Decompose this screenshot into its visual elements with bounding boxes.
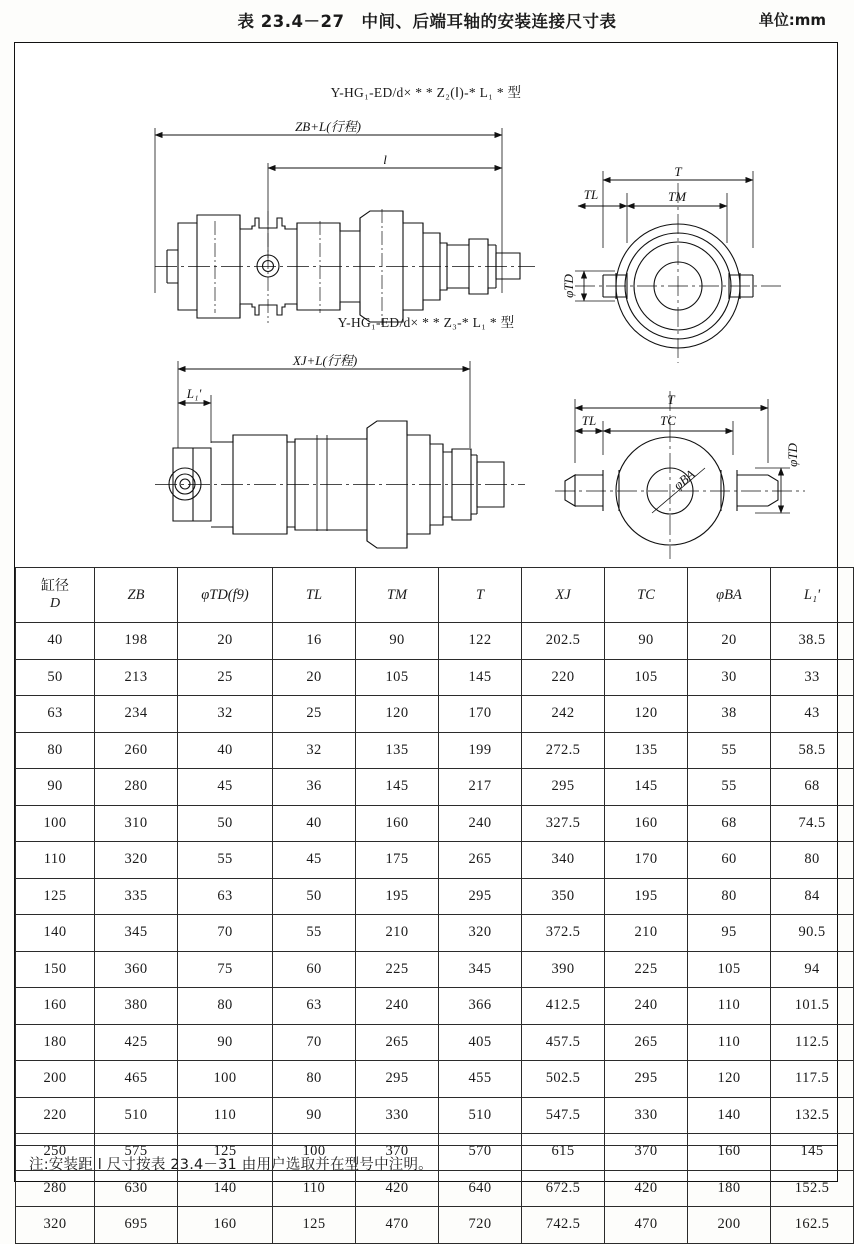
table-cell-t: 217 <box>439 769 522 806</box>
table-cell-xj: 220 <box>522 659 605 696</box>
table-cell-tm: 240 <box>356 988 439 1025</box>
table-cell-tc: 420 <box>605 1170 688 1207</box>
table-cell-td: 160 <box>178 1207 273 1244</box>
table-row <box>16 951 854 988</box>
table-cell-tc: 145 <box>605 769 688 806</box>
table-cell-zb: 695 <box>95 1207 178 1244</box>
table-cell-tm: 105 <box>356 659 439 696</box>
table-cell-td: 125 <box>178 1134 273 1171</box>
table-cell-tm: 135 <box>356 732 439 769</box>
table-cell-tl: 20 <box>273 659 356 696</box>
table-cell-bore: 150 <box>16 951 95 988</box>
table-cell-td: 40 <box>178 732 273 769</box>
unit-label: 单位:mm <box>758 11 826 29</box>
table-cell-xj: 547.5 <box>522 1097 605 1134</box>
column-header-tm: TM <box>356 568 439 623</box>
table-cell-td: 45 <box>178 769 273 806</box>
table-cell-bore: 180 <box>16 1024 95 1061</box>
table-cell-tl: 32 <box>273 732 356 769</box>
table-cell-bore: 140 <box>16 915 95 952</box>
dim-label-ba: φBA <box>670 466 698 493</box>
table-cell-t: 122 <box>439 623 522 660</box>
table-row <box>16 805 854 842</box>
table-cell-ba: 60 <box>688 842 771 879</box>
table-cell-l1: 38.5 <box>771 623 854 660</box>
table-cell-zb: 213 <box>95 659 178 696</box>
table-cell-l1: 94 <box>771 951 854 988</box>
table-cell-l1: 43 <box>771 696 854 733</box>
table-row <box>16 696 854 733</box>
table-cell-ba: 30 <box>688 659 771 696</box>
table-cell-t: 570 <box>439 1134 522 1171</box>
table-cell-td: 75 <box>178 951 273 988</box>
table-cell-t: 145 <box>439 659 522 696</box>
table-row <box>16 659 854 696</box>
table-cell-bore: 63 <box>16 696 95 733</box>
table-cell-tl: 25 <box>273 696 356 733</box>
table-cell-tl: 36 <box>273 769 356 806</box>
table-header-row <box>16 568 854 623</box>
table-cell-l1: 152.5 <box>771 1170 854 1207</box>
dim-label-tl-2: TL <box>581 413 597 428</box>
table-cell-tl: 16 <box>273 623 356 660</box>
table-cell-ba: 38 <box>688 696 771 733</box>
dim-label-tc: TC <box>660 413 676 428</box>
table-cell-td: 25 <box>178 659 273 696</box>
table-cell-ba: 68 <box>688 805 771 842</box>
table-cell-t: 295 <box>439 878 522 915</box>
table-cell-ba: 95 <box>688 915 771 952</box>
table-cell-tc: 265 <box>605 1024 688 1061</box>
table-row <box>16 915 854 952</box>
table-cell-t: 170 <box>439 696 522 733</box>
table-cell-ba: 110 <box>688 988 771 1025</box>
table-cell-td: 80 <box>178 988 273 1025</box>
table-cell-bore: 40 <box>16 623 95 660</box>
column-header-tl: TL <box>273 568 356 623</box>
table-cell-t: 640 <box>439 1170 522 1207</box>
table-cell-tl: 63 <box>273 988 356 1025</box>
table-cell-td: 63 <box>178 878 273 915</box>
dim-label-l1-prime: L₁' <box>186 386 202 401</box>
table-cell-tm: 420 <box>356 1170 439 1207</box>
table-cell-tl: 55 <box>273 915 356 952</box>
table-cell-tm: 265 <box>356 1024 439 1061</box>
table-cell-t: 265 <box>439 842 522 879</box>
table-cell-xj: 202.5 <box>522 623 605 660</box>
table-cell-td: 70 <box>178 915 273 952</box>
table-cell-zb: 510 <box>95 1097 178 1134</box>
table-cell-tc: 170 <box>605 842 688 879</box>
table-cell-tc: 370 <box>605 1134 688 1171</box>
table-cell-tl: 110 <box>273 1170 356 1207</box>
table-cell-xj: 615 <box>522 1134 605 1171</box>
column-header-bore-sym: D <box>49 596 61 611</box>
table-cell-ba: 200 <box>688 1207 771 1244</box>
table-cell-tm: 295 <box>356 1061 439 1098</box>
footnote <box>15 1145 837 1181</box>
table-cell-xj: 242 <box>522 696 605 733</box>
table-row <box>16 878 854 915</box>
assembly-drawings-svg <box>15 43 837 567</box>
table-cell-tc: 225 <box>605 951 688 988</box>
table-cell-tc: 330 <box>605 1097 688 1134</box>
table-cell-l1: 117.5 <box>771 1061 854 1098</box>
table-cell-tm: 470 <box>356 1207 439 1244</box>
table-cell-td: 140 <box>178 1170 273 1207</box>
table-cell-tl: 80 <box>273 1061 356 1098</box>
table-cell-zb: 380 <box>95 988 178 1025</box>
table-row <box>16 1024 854 1061</box>
column-header-td: φTD(f9) <box>178 568 273 623</box>
table-cell-l1: 74.5 <box>771 805 854 842</box>
table-cell-ba: 55 <box>688 732 771 769</box>
table-row <box>16 1097 854 1134</box>
table-cell-tc: 470 <box>605 1207 688 1244</box>
table-cell-tc: 210 <box>605 915 688 952</box>
table-row <box>16 732 854 769</box>
table-cell-t: 405 <box>439 1024 522 1061</box>
table-cell-tm: 160 <box>356 805 439 842</box>
table-cell-tl: 70 <box>273 1024 356 1061</box>
table-row <box>16 769 854 806</box>
table-cell-ba: 20 <box>688 623 771 660</box>
table-cell-xj: 672.5 <box>522 1170 605 1207</box>
table-cell-tl: 100 <box>273 1134 356 1171</box>
table-cell-tm: 210 <box>356 915 439 952</box>
column-header-xj: XJ <box>522 568 605 623</box>
table-cell-zb: 310 <box>95 805 178 842</box>
table-cell-td: 90 <box>178 1024 273 1061</box>
table-cell-zb: 280 <box>95 769 178 806</box>
table-cell-xj: 272.5 <box>522 732 605 769</box>
table-cell-tl: 45 <box>273 842 356 879</box>
table-cell-zb: 345 <box>95 915 178 952</box>
table-row <box>16 988 854 1025</box>
model-designation-1: Y-HG₁-ED/d× * * Z₂(Ⅰ)-* L₁ * 型 <box>330 85 522 100</box>
column-header-tc: TC <box>605 568 688 623</box>
table-cell-bore: 280 <box>16 1170 95 1207</box>
table-cell-bore: 160 <box>16 988 95 1025</box>
table-cell-td: 50 <box>178 805 273 842</box>
table-cell-tc: 160 <box>605 805 688 842</box>
table-cell-bore: 110 <box>16 842 95 879</box>
table-cell-tm: 145 <box>356 769 439 806</box>
table-cell-xj: 340 <box>522 842 605 879</box>
dim-label-zb-l: ZB+L(行程) <box>295 119 361 134</box>
table-cell-zb: 575 <box>95 1134 178 1171</box>
table-cell-xj: 457.5 <box>522 1024 605 1061</box>
page-title: 表 23.4－27 中间、后端耳轴的安装连接尺寸表 <box>237 12 617 31</box>
table-cell-zb: 198 <box>95 623 178 660</box>
dimension-table <box>15 567 854 1244</box>
table-cell-tc: 135 <box>605 732 688 769</box>
table-cell-bore: 50 <box>16 659 95 696</box>
table-cell-tc: 90 <box>605 623 688 660</box>
table-cell-xj: 742.5 <box>522 1207 605 1244</box>
table-cell-l1: 68 <box>771 769 854 806</box>
table-cell-tc: 195 <box>605 878 688 915</box>
dim-label-xj-l: XJ+L(行程) <box>292 353 358 368</box>
title-bar <box>0 8 854 38</box>
table-cell-tl: 50 <box>273 878 356 915</box>
table-cell-bore: 220 <box>16 1097 95 1134</box>
table-cell-t: 510 <box>439 1097 522 1134</box>
table-cell-ba: 80 <box>688 878 771 915</box>
table-cell-td: 100 <box>178 1061 273 1098</box>
table-cell-bore: 80 <box>16 732 95 769</box>
table-cell-bore: 90 <box>16 769 95 806</box>
dim-label-l: l <box>383 152 387 167</box>
table-cell-l1: 145 <box>771 1134 854 1171</box>
table-cell-zb: 425 <box>95 1024 178 1061</box>
dim-label-td-1: φTD <box>561 274 576 298</box>
table-cell-xj: 372.5 <box>522 915 605 952</box>
table-cell-t: 455 <box>439 1061 522 1098</box>
table-cell-tm: 370 <box>356 1134 439 1171</box>
table-cell-zb: 335 <box>95 878 178 915</box>
table-cell-ba: 140 <box>688 1097 771 1134</box>
table-cell-t: 240 <box>439 805 522 842</box>
table-cell-tc: 295 <box>605 1061 688 1098</box>
table-cell-t: 199 <box>439 732 522 769</box>
table-cell-tc: 120 <box>605 696 688 733</box>
table-cell-tm: 225 <box>356 951 439 988</box>
table-cell-zb: 234 <box>95 696 178 733</box>
table-cell-t: 720 <box>439 1207 522 1244</box>
table-cell-t: 366 <box>439 988 522 1025</box>
table-cell-tm: 175 <box>356 842 439 879</box>
table-cell-tl: 125 <box>273 1207 356 1244</box>
table-cell-l1: 33 <box>771 659 854 696</box>
table-cell-tm: 330 <box>356 1097 439 1134</box>
dim-label-tl-1: TL <box>583 187 599 202</box>
table-cell-bore: 250 <box>16 1134 95 1171</box>
table-cell-tc: 105 <box>605 659 688 696</box>
table-cell-xj: 390 <box>522 951 605 988</box>
table-row <box>16 623 854 660</box>
table-cell-tl: 90 <box>273 1097 356 1134</box>
table-cell-ba: 55 <box>688 769 771 806</box>
table-cell-ba: 110 <box>688 1024 771 1061</box>
table-cell-tm: 90 <box>356 623 439 660</box>
table-cell-l1: 162.5 <box>771 1207 854 1244</box>
table-cell-bore: 100 <box>16 805 95 842</box>
table-row <box>16 1207 854 1244</box>
model-designation-2: Y-HG₁-ED/d× * * Z₃-* L₁ * 型 <box>337 315 515 330</box>
table-cell-bore: 320 <box>16 1207 95 1244</box>
table-row <box>16 1061 854 1098</box>
table-cell-zb: 320 <box>95 842 178 879</box>
table-cell-bore: 125 <box>16 878 95 915</box>
column-header-zb: ZB <box>95 568 178 623</box>
table-cell-xj: 502.5 <box>522 1061 605 1098</box>
table-cell-tl: 40 <box>273 805 356 842</box>
table-cell-bore: 200 <box>16 1061 95 1098</box>
column-header-bore-cn: 缸径 <box>41 577 69 594</box>
table-cell-l1: 132.5 <box>771 1097 854 1134</box>
table-cell-zb: 360 <box>95 951 178 988</box>
table-cell-tm: 120 <box>356 696 439 733</box>
table-cell-l1: 58.5 <box>771 732 854 769</box>
drawing-area <box>15 43 837 567</box>
table-cell-zb: 260 <box>95 732 178 769</box>
table-cell-l1: 80 <box>771 842 854 879</box>
table-cell-ba: 160 <box>688 1134 771 1171</box>
table-cell-td: 32 <box>178 696 273 733</box>
table-cell-zb: 630 <box>95 1170 178 1207</box>
table-cell-l1: 84 <box>771 878 854 915</box>
table-cell-xj: 295 <box>522 769 605 806</box>
table-cell-td: 55 <box>178 842 273 879</box>
table-cell-l1: 101.5 <box>771 988 854 1025</box>
column-header-ba: φBA <box>688 568 771 623</box>
table-cell-tl: 60 <box>273 951 356 988</box>
table-cell-t: 345 <box>439 951 522 988</box>
table-cell-tm: 195 <box>356 878 439 915</box>
table-cell-zb: 465 <box>95 1061 178 1098</box>
table-cell-ba: 120 <box>688 1061 771 1098</box>
table-cell-tc: 240 <box>605 988 688 1025</box>
footnote-text: 注:安装距 l 尺寸按表 23.4－31 由用户选取并在型号中注明。 <box>29 1157 433 1173</box>
table-cell-l1: 112.5 <box>771 1024 854 1061</box>
table-cell-ba: 105 <box>688 951 771 988</box>
dim-label-t-2: T <box>667 392 675 407</box>
table-cell-td: 110 <box>178 1097 273 1134</box>
table-cell-td: 20 <box>178 623 273 660</box>
table-cell-xj: 327.5 <box>522 805 605 842</box>
table-cell-ba: 180 <box>688 1170 771 1207</box>
column-header-bore <box>16 568 95 623</box>
dim-label-t-1: T <box>674 164 682 179</box>
column-header-t: T <box>439 568 522 623</box>
table-cell-l1: 90.5 <box>771 915 854 952</box>
table-cell-xj: 412.5 <box>522 988 605 1025</box>
table-cell-t: 320 <box>439 915 522 952</box>
content-frame <box>14 42 838 1233</box>
dim-label-td-2: φTD <box>785 443 800 467</box>
table-row <box>16 842 854 879</box>
table-cell-xj: 350 <box>522 878 605 915</box>
dim-label-tm: TM <box>667 189 687 204</box>
column-header-l1: L₁' <box>771 568 854 623</box>
